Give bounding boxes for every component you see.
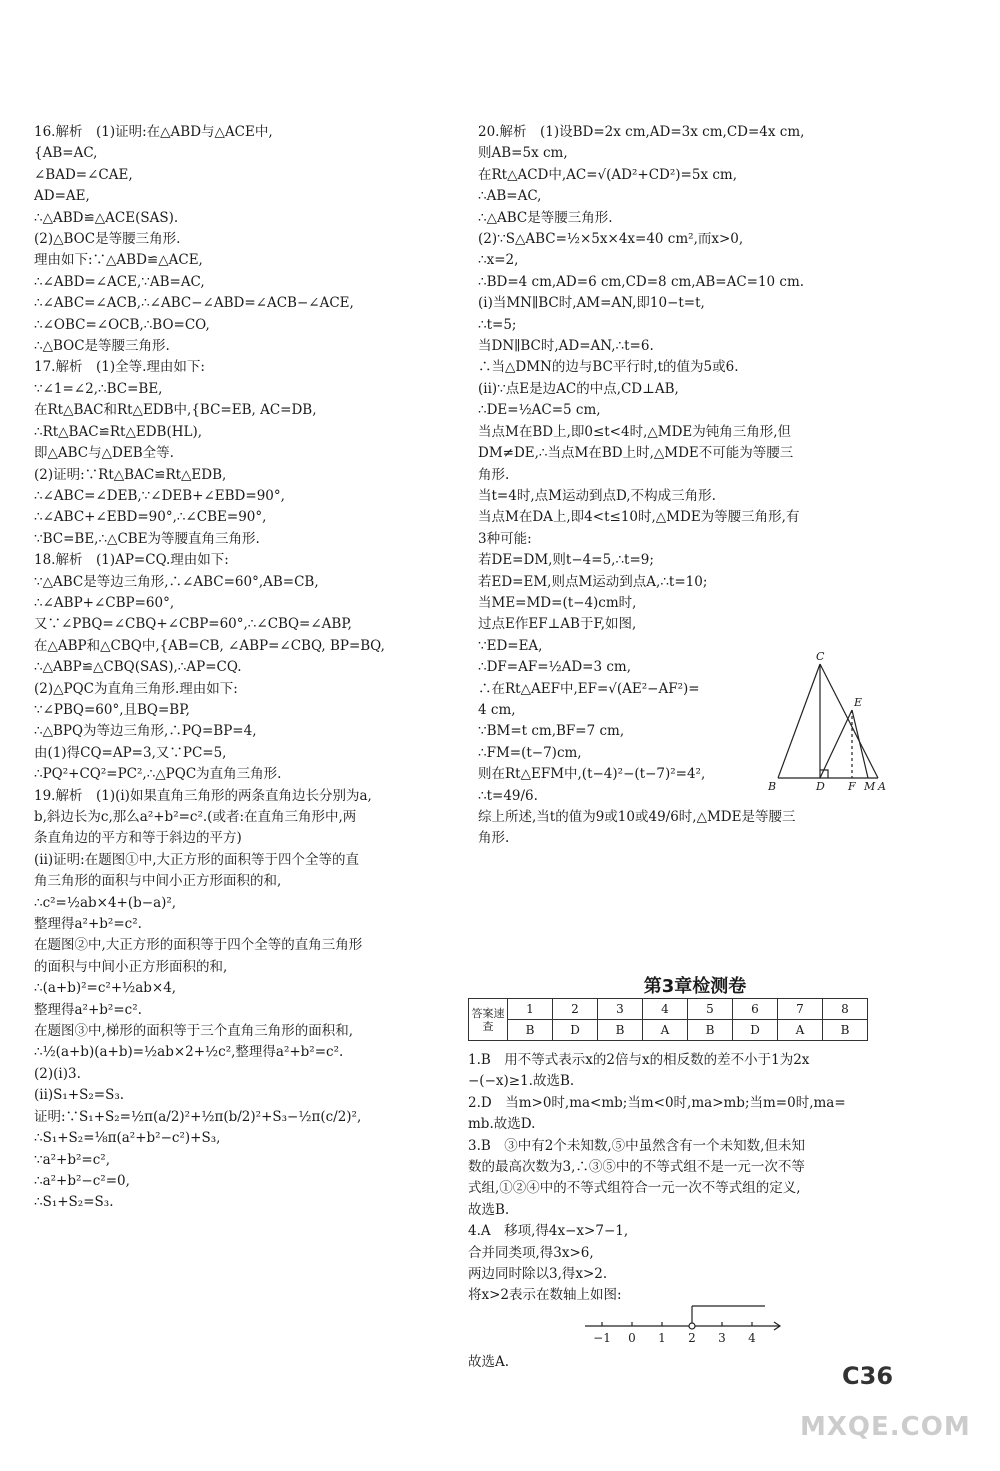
text-line: 当点M在DA上,即4<t≤10时,△MDE为等腰三角形,有 (478, 509, 800, 526)
triangle-figure (760, 650, 890, 790)
answer-number: 8 (823, 999, 868, 1020)
text-line: 在△ABP和△CBQ中,{AB=CB, ∠ABP=∠CBQ, BP=BQ, (34, 637, 385, 654)
text-line: 理由如下:∵△ABD≌△ACE, (34, 252, 203, 269)
text-line: ∴∠OBC=∠OCB,∴BO=CO, (34, 316, 210, 333)
text-line: ∴Rt△BAC≌Rt△EDB(HL), (34, 423, 203, 440)
text-line: 则在Rt△EFM中,(t−4)²−(t−7)²=4², (478, 766, 706, 783)
section-title: 第3章检测卷 (643, 976, 747, 997)
text-line: 角形. (478, 830, 510, 847)
text-line: 3.B ③中有2个未知数,⑤中虽然含有一个未知数,但未知 (468, 1137, 805, 1154)
text-line: {AB=AC, (34, 145, 98, 162)
text-line: 合并同类项,得3x>6, (468, 1244, 594, 1261)
tick-label: 2 (688, 1331, 696, 1345)
text-line: ∴∠ABC=∠ACB,∴∠ABC−∠ABD=∠ACB−∠ACE, (34, 295, 354, 312)
text-line: 过点E作EF⊥AB于F,如图, (478, 616, 637, 633)
text-line: 角三角形的面积与中间小正方形面积的和, (34, 873, 282, 890)
text-line: ∴△BOC是等腰三角形. (34, 338, 170, 355)
text-line: ∴△ABC是等腰三角形. (478, 209, 613, 226)
text-line: ∴PQ²+CQ²=PC²,∴△PQC为直角三角形. (34, 766, 282, 783)
text-line: 即△ABC与△DEB全等. (34, 445, 174, 462)
text-line: 条直角边的平方和等于斜边的平方) (34, 830, 242, 847)
text-line: 当ME=MD=(t−4)cm时, (478, 594, 637, 611)
final-answer: 故选A. (468, 1354, 510, 1370)
text-line: 若DE=DM,则t−4=5,∴t=9; (478, 552, 654, 569)
text-line: ∴当△DMN的边与BC平行时,t的值为5或6. (478, 359, 739, 376)
text-line: 4 cm, (478, 701, 516, 718)
text-line: ∵BC=BE,∴△CBE为等腰直角三角形. (34, 530, 260, 547)
answer-table (468, 998, 868, 1041)
text-line: ∵△ABC是等边三角形,∴∠ABC=60°,AB=CB, (34, 573, 319, 590)
text-line: ∴t=5; (478, 316, 517, 333)
text-line: 当点M在BD上,即0≤t<4时,△MDE为钝角三角形,但 (478, 423, 792, 440)
text-line: (ii)∵点E是边AC的中点,CD⊥AB, (478, 380, 679, 397)
answer-number: 3 (598, 999, 643, 1020)
text-line: 在题图②中,大正方形的面积等于四个全等的直角三角形 (34, 937, 363, 954)
text-line: 当DN∥BC时,AD=AN,∴t=6. (478, 338, 654, 355)
text-line: (2)△BOC是等腰三角形. (34, 231, 181, 248)
text-line: mb.故选D. (468, 1116, 536, 1133)
text-line: (2)证明:∵Rt△BAC≌Rt△EDB, (34, 466, 227, 483)
figure-label-a: A (878, 780, 886, 790)
left-column (34, 122, 454, 1214)
tick-label: −1 (593, 1331, 611, 1345)
text-line: 由(1)得CQ=AP=3,又∵PC=5, (34, 744, 227, 761)
text-line: 整理得a²+b²=c². (34, 1001, 142, 1018)
text-line: ∴△ABD≌△ACE(SAS). (34, 209, 179, 226)
text-line: ∴△BPQ为等边三角形,∴PQ=BP=4, (34, 723, 257, 740)
text-line: 3种可能: (478, 530, 532, 547)
text-line: AD=AE, (34, 188, 90, 205)
text-line: (2)△PQC为直角三角形.理由如下: (34, 680, 238, 697)
text-line: ∴在Rt△AEF中,EF=√(AE²−AF²)= (478, 680, 700, 697)
text-line: 1.B 用不等式表示x的2倍与x的相反数的差不小于1为2x (468, 1052, 810, 1068)
text-line: ∴½(a+b)(a+b)=½ab×2+½c²,整理得a²+b²=c². (34, 1044, 344, 1061)
text-line: 16.解析 (1)证明:在△ABD与△ACE中, (34, 124, 273, 140)
figure-label-e: E (854, 696, 863, 709)
answer-number: 5 (688, 999, 733, 1020)
tick-label: 1 (658, 1331, 666, 1345)
answer-choice: D (733, 1020, 778, 1041)
text-line: (i)当MN∥BC时,AM=AN,即10−t=t, (478, 295, 705, 312)
text-line: 证明:∵S₁+S₂=½π(a/2)²+½π(b/2)²+S₃−½π(c/2)², (34, 1108, 362, 1125)
text-line: ∵a²+b²=c², (34, 1151, 110, 1168)
answer-table-header: 答案速查 (469, 999, 508, 1041)
answer-choice: B (508, 1020, 553, 1041)
text-line: ∴S₁+S₂=S₃. (34, 1194, 114, 1211)
text-line: 4.A 移项,得4x−x>7−1, (468, 1223, 629, 1240)
choice-explanations (468, 1050, 898, 1307)
text-line: ∵ED=EA, (478, 637, 543, 654)
text-line: 则AB=5x cm, (478, 145, 568, 162)
text-line: 19.解析 (1)(i)如果直角三角形的两条直角边长分别为a, (34, 787, 372, 804)
text-line: 两边同时除以3,得x>2. (468, 1266, 608, 1283)
figure-label-d: D (816, 780, 825, 790)
text-line: (ii)证明:在题图①中,大正方形的面积等于四个全等的直 (34, 851, 360, 868)
text-line: 数的最高次数为3,∴③⑤中的不等式组不是一元一次不等 (468, 1159, 805, 1176)
text-line: ∴c²=½ab×4+(b−a)², (34, 894, 177, 911)
text-line: ∴AB=AC, (478, 188, 542, 205)
text-line: 若ED=EM,则点M运动到点A,∴t=10; (478, 573, 708, 590)
text-line: 18.解析 (1)AP=CQ.理由如下: (34, 552, 229, 569)
answer-number: 6 (733, 999, 778, 1020)
text-line: 又∵∠PBQ=∠CBQ+∠CBP=60°,∴∠CBQ=∠ABP, (34, 616, 352, 633)
text-line: DM≠DE,∴当点M在BD上时,△MDE不可能为等腰三 (478, 445, 794, 462)
text-line: ∴∠ABD=∠ACE,∵AB=AC, (34, 273, 205, 290)
text-line: ∴∠ABC+∠EBD=90°,∴∠CBE=90°, (34, 509, 267, 526)
text-line: 当t=4时,点M运动到点D,不构成三角形. (478, 487, 716, 504)
figure-label-b: B (768, 780, 777, 790)
answer-choice: B (688, 1020, 733, 1041)
figure-label-c: C (816, 650, 825, 663)
answer-number: 2 (553, 999, 598, 1020)
text-line: ∴∠ABC=∠DEB,∵∠DEB+∠EBD=90°, (34, 487, 285, 504)
text-line: 在题图③中,梯形的面积等于三个直角三角形的面积和, (34, 1023, 354, 1040)
text-line: 在Rt△BAC和Rt△EDB中,{BC=EB, AC=DB, (34, 402, 317, 419)
text-line: b,斜边长为c,那么a²+b²=c².(或者:在直角三角形中,两 (34, 809, 357, 825)
answer-number: 1 (508, 999, 553, 1020)
text-line: ∴x=2, (478, 252, 519, 269)
text-line: ∵∠1=∠2,∴BC=BE, (34, 380, 163, 397)
text-line: 将x>2表示在数轴上如图: (468, 1287, 622, 1304)
answer-choice: A (778, 1020, 823, 1041)
tick-label: 4 (748, 1331, 756, 1345)
text-line: 式组,①②④中的不等式组符合一元一次不等式组的定义, (468, 1180, 801, 1197)
tick-label: 0 (628, 1331, 636, 1345)
tick-label: 3 (718, 1331, 726, 1345)
answer-number: 7 (778, 999, 823, 1020)
text-line: 17.解析 (1)全等.理由如下: (34, 359, 205, 376)
answer-choice: B (598, 1020, 643, 1041)
text-line: (2)∵S△ABC=½×5x×4x=40 cm²,而x>0, (478, 231, 744, 248)
text-line: 整理得a²+b²=c². (34, 916, 142, 933)
text-line: 2.D 当m>0时,ma<mb;当m<0时,ma>mb;当m=0时,ma= (468, 1094, 846, 1111)
text-line: ∵BM=t cm,BF=7 cm, (478, 723, 625, 740)
text-line: ∴BD=4 cm,AD=6 cm,CD=8 cm,AB=AC=10 cm. (478, 273, 805, 290)
answer-choice: D (553, 1020, 598, 1041)
text-line: 故选B. (468, 1201, 510, 1218)
watermark: MXQE.COM (800, 1412, 971, 1442)
page-number: C36 (842, 1362, 894, 1390)
text-line: ∴a²+b²−c²=0, (34, 1172, 130, 1189)
text-line: ∴DF=AF=½AD=3 cm, (478, 659, 632, 676)
text-line: 角形. (478, 466, 510, 483)
text-line: −(−x)≥1.故选B. (468, 1073, 575, 1090)
answer-choice: A (643, 1020, 688, 1041)
text-line: ∴△ABP≌△CBQ(SAS),∴AP=CQ. (34, 659, 242, 676)
figure-label-f: F (848, 780, 856, 790)
answer-number: 4 (643, 999, 688, 1020)
text-line: ∵∠PBQ=60°,且BQ=BP, (34, 701, 190, 718)
text-line: ∴∠ABP+∠CBP=60°, (34, 594, 175, 611)
text-line: ∴FM=(t−7)cm, (478, 744, 582, 761)
text-line: ∴S₁+S₂=⅛π(a²+b²−c²)+S₃, (34, 1130, 221, 1147)
answer-choice: B (823, 1020, 868, 1041)
text-line: ∴t=49/6. (478, 787, 538, 804)
text-line: 20.解析 (1)设BD=2x cm,AD=3x cm,CD=4x cm, (478, 124, 805, 140)
figure-label-m: M (864, 780, 876, 790)
text-line: ∴(a+b)²=c²+½ab×4, (34, 980, 177, 997)
number-line (580, 1296, 790, 1346)
text-line: ∠BAD=∠CAE, (34, 166, 133, 183)
text-line: (2)(i)3. (34, 1065, 81, 1082)
text-line: 的面积与中间小正方形面积的和, (34, 958, 228, 975)
text-line: (ii)S₁+S₂=S₃. (34, 1087, 125, 1104)
text-line: ∴DE=½AC=5 cm, (478, 402, 601, 419)
text-line: 在Rt△ACD中,AC=√(AD²+CD²)=5x cm, (478, 166, 738, 183)
text-line: 综上所述,当t的值为9或10或49/6时,△MDE是等腰三 (478, 809, 796, 825)
